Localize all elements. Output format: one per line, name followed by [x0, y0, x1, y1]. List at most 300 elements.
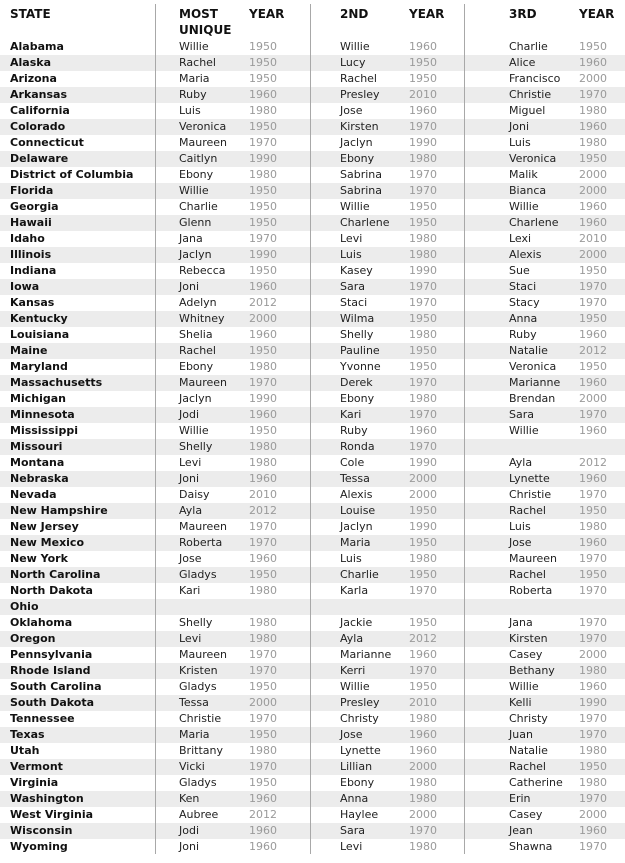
- table-row: [0, 599, 625, 615]
- third-year-cell: 1970: [579, 712, 607, 725]
- state-cell: Tennessee: [10, 712, 75, 725]
- second-year-cell: 2010: [409, 696, 437, 709]
- most-unique-name-cell: Maureen: [179, 520, 227, 533]
- state-cell: Vermont: [10, 760, 63, 773]
- most-unique-year-cell: 1950: [249, 264, 277, 277]
- second-year-cell: 1960: [409, 104, 437, 117]
- most-unique-year-cell: 1950: [249, 424, 277, 437]
- second-name-cell: Jackie: [340, 616, 373, 629]
- third-name-cell: Veronica: [509, 360, 557, 373]
- second-name-cell: Kerri: [340, 664, 366, 677]
- second-year-cell: 1950: [409, 312, 437, 325]
- table-row: [0, 615, 625, 631]
- most-unique-year-cell: 1960: [249, 792, 277, 805]
- second-name-cell: Yvonne: [340, 360, 381, 373]
- most-unique-name-cell: Shelly: [179, 616, 213, 629]
- most-unique-year-cell: 1970: [249, 136, 277, 149]
- most-unique-year-cell: 2012: [249, 808, 277, 821]
- table-body: [0, 39, 625, 855]
- third-year-cell: 1960: [579, 200, 607, 213]
- second-name-cell: Kari: [340, 408, 362, 421]
- third-name-cell: Casey: [509, 648, 543, 661]
- second-name-cell: Charlene: [340, 216, 390, 229]
- second-name-cell: Ebony: [340, 152, 375, 165]
- second-year-cell: 2000: [409, 808, 437, 821]
- most-unique-name-cell: Jodi: [179, 824, 200, 837]
- table-row: [0, 823, 625, 839]
- third-name-cell: Anna: [509, 312, 538, 325]
- second-year-cell: 2000: [409, 488, 437, 501]
- most-unique-year-cell: 1990: [249, 152, 277, 165]
- most-unique-name-cell: Gladys: [179, 680, 217, 693]
- state-cell: New Mexico: [10, 536, 85, 549]
- state-cell: Pennsylvania: [10, 648, 93, 661]
- most-unique-year-cell: 1950: [249, 40, 277, 53]
- most-unique-name-cell: Tessa: [179, 696, 209, 709]
- state-cell: Florida: [10, 184, 54, 197]
- most-unique-year-cell: 2012: [249, 296, 277, 309]
- second-year-cell: 1970: [409, 168, 437, 181]
- state-cell: Maine: [10, 344, 48, 357]
- third-name-cell: Luis: [509, 136, 531, 149]
- second-name-cell: Wilma: [340, 312, 375, 325]
- second-name-cell: Louise: [340, 504, 376, 517]
- most-unique-name-cell: Kristen: [179, 664, 218, 677]
- third-year-cell: 1970: [579, 616, 607, 629]
- most-unique-name-cell: Jaclyn: [179, 248, 212, 261]
- table-row: [0, 87, 625, 103]
- table-row: [0, 311, 625, 327]
- third-year-cell: 1960: [579, 376, 607, 389]
- second-year-cell: 1950: [409, 72, 437, 85]
- third-year-cell: 2012: [579, 344, 607, 357]
- second-name-cell: Luis: [340, 248, 362, 261]
- state-cell: Arkansas: [10, 88, 68, 101]
- most-unique-name-cell: Whitney: [179, 312, 225, 325]
- state-cell: Washington: [10, 792, 84, 805]
- third-year-cell: 1960: [579, 536, 607, 549]
- state-cell: District of Columbia: [10, 168, 134, 181]
- most-unique-year-cell: 1980: [249, 168, 277, 181]
- table-row: [0, 631, 625, 647]
- third-year-cell: 2000: [579, 184, 607, 197]
- state-cell: South Carolina: [10, 680, 102, 693]
- state-cell: New Hampshire: [10, 504, 108, 517]
- second-name-cell: Willie: [340, 680, 370, 693]
- second-year-cell: 1980: [409, 792, 437, 805]
- most-unique-name-cell: Levi: [179, 632, 202, 645]
- second-name-cell: Jaclyn: [340, 136, 373, 149]
- most-unique-year-cell: 1950: [249, 776, 277, 789]
- third-name-cell: Francisco: [509, 72, 561, 85]
- third-name-cell: Christie: [509, 488, 552, 501]
- table-row: [0, 215, 625, 231]
- most-unique-year-cell: 1980: [249, 584, 277, 597]
- third-year-cell: 1980: [579, 136, 607, 149]
- second-name-cell: Willie: [340, 200, 370, 213]
- third-name-cell: Jean: [509, 824, 533, 837]
- third-name-cell: Lexi: [509, 232, 532, 245]
- table-row: [0, 487, 625, 503]
- most-unique-year-cell: 2000: [249, 312, 277, 325]
- state-cell: South Dakota: [10, 696, 95, 709]
- most-unique-name-cell: Shelly: [179, 440, 213, 453]
- most-unique-name-cell: Willie: [179, 424, 209, 437]
- most-unique-name-cell: Ayla: [179, 504, 203, 517]
- most-unique-name-cell: Maureen: [179, 376, 227, 389]
- second-year-cell: 2000: [409, 472, 437, 485]
- table-row: [0, 471, 625, 487]
- third-name-cell: Catherine: [509, 776, 563, 789]
- most-unique-year-cell: 1960: [249, 552, 277, 565]
- most-unique-name-cell: Daisy: [179, 488, 210, 501]
- second-name-cell: Pauline: [340, 344, 380, 357]
- header-year-3: YEAR: [579, 7, 615, 21]
- second-year-cell: 1970: [409, 584, 437, 597]
- state-cell: New York: [10, 552, 68, 565]
- second-year-cell: 1950: [409, 568, 437, 581]
- third-name-cell: Rachel: [509, 504, 546, 517]
- most-unique-year-cell: 2010: [249, 488, 277, 501]
- third-year-cell: 1970: [579, 488, 607, 501]
- second-year-cell: 2010: [409, 88, 437, 101]
- most-unique-year-cell: 1950: [249, 200, 277, 213]
- third-year-cell: 1970: [579, 280, 607, 293]
- third-name-cell: Stacy: [509, 296, 540, 309]
- third-year-cell: 1990: [579, 696, 607, 709]
- most-unique-name-cell: Levi: [179, 456, 202, 469]
- second-year-cell: 1980: [409, 552, 437, 565]
- second-year-cell: 1980: [409, 776, 437, 789]
- most-unique-year-cell: 1960: [249, 408, 277, 421]
- second-name-cell: Sabrina: [340, 184, 382, 197]
- most-unique-year-cell: 1970: [249, 376, 277, 389]
- second-year-cell: 1950: [409, 360, 437, 373]
- third-year-cell: 1950: [579, 760, 607, 773]
- most-unique-name-cell: Adelyn: [179, 296, 217, 309]
- state-cell: Alaska: [10, 56, 51, 69]
- third-year-cell: 1970: [579, 552, 607, 565]
- state-cell: Colorado: [10, 120, 66, 133]
- most-unique-name-cell: Caitlyn: [179, 152, 218, 165]
- most-unique-name-cell: Maureen: [179, 136, 227, 149]
- third-year-cell: 1960: [579, 216, 607, 229]
- third-year-cell: 2000: [579, 808, 607, 821]
- third-year-cell: 1970: [579, 728, 607, 741]
- second-year-cell: 1960: [409, 648, 437, 661]
- table-row: [0, 759, 625, 775]
- most-unique-year-cell: 1960: [249, 840, 277, 853]
- third-name-cell: Joni: [509, 120, 530, 133]
- second-year-cell: 2012: [409, 632, 437, 645]
- second-name-cell: Jaclyn: [340, 520, 373, 533]
- state-cell: New Jersey: [10, 520, 79, 533]
- table-row: [0, 423, 625, 439]
- table-row: [0, 199, 625, 215]
- third-year-cell: 1980: [579, 664, 607, 677]
- most-unique-year-cell: 1970: [249, 520, 277, 533]
- state-cell: Minnesota: [10, 408, 75, 421]
- most-unique-name-cell: Glenn: [179, 216, 212, 229]
- third-name-cell: Bianca: [509, 184, 547, 197]
- table-row: [0, 375, 625, 391]
- table-row: [0, 839, 625, 855]
- second-year-cell: 1960: [409, 728, 437, 741]
- most-unique-name-cell: Charlie: [179, 200, 218, 213]
- state-cell: Wisconsin: [10, 824, 73, 837]
- third-year-cell: 2000: [579, 248, 607, 261]
- most-unique-name-cell: Joni: [179, 280, 200, 293]
- table-row: [0, 775, 625, 791]
- third-year-cell: 1980: [579, 776, 607, 789]
- most-unique-name-cell: Vicki: [179, 760, 205, 773]
- second-year-cell: 1990: [409, 456, 437, 469]
- most-unique-name-cell: Maureen: [179, 648, 227, 661]
- second-year-cell: 1960: [409, 744, 437, 757]
- most-unique-year-cell: 1950: [249, 680, 277, 693]
- table-row: [0, 71, 625, 87]
- second-name-cell: Tessa: [340, 472, 370, 485]
- second-name-cell: Lucy: [340, 56, 366, 69]
- second-year-cell: 1950: [409, 344, 437, 357]
- state-cell: Idaho: [10, 232, 45, 245]
- table-row: [0, 711, 625, 727]
- second-name-cell: Marianne: [340, 648, 392, 661]
- table-row: [0, 391, 625, 407]
- second-year-cell: 1950: [409, 680, 437, 693]
- second-year-cell: 1980: [409, 152, 437, 165]
- table-row: [0, 407, 625, 423]
- second-year-cell: 1950: [409, 504, 437, 517]
- most-unique-name-cell: Shelia: [179, 328, 213, 341]
- table-row: [0, 663, 625, 679]
- second-name-cell: Staci: [340, 296, 368, 309]
- third-year-cell: 1950: [579, 312, 607, 325]
- second-year-cell: 1960: [409, 40, 437, 53]
- third-name-cell: Willie: [509, 680, 539, 693]
- second-name-cell: Derek: [340, 376, 373, 389]
- third-year-cell: 1970: [579, 792, 607, 805]
- second-name-cell: Ayla: [340, 632, 364, 645]
- third-year-cell: 1950: [579, 264, 607, 277]
- most-unique-name-cell: Jodi: [179, 408, 200, 421]
- table-row: [0, 455, 625, 471]
- table-row: [0, 679, 625, 695]
- table-row: [0, 503, 625, 519]
- second-name-cell: Presley: [340, 696, 380, 709]
- second-year-cell: 1970: [409, 664, 437, 677]
- most-unique-year-cell: 1950: [249, 72, 277, 85]
- state-cell: Illinois: [10, 248, 52, 261]
- table-row: [0, 135, 625, 151]
- second-year-cell: 1950: [409, 200, 437, 213]
- table-row: [0, 583, 625, 599]
- second-year-cell: 1990: [409, 264, 437, 277]
- second-year-cell: 1970: [409, 440, 437, 453]
- most-unique-name-cell: Ken: [179, 792, 200, 805]
- third-name-cell: Lynette: [509, 472, 550, 485]
- second-name-cell: Sabrina: [340, 168, 382, 181]
- third-name-cell: Natalie: [509, 344, 548, 357]
- second-name-cell: Kirsten: [340, 120, 379, 133]
- third-year-cell: 1960: [579, 328, 607, 341]
- table-row: [0, 263, 625, 279]
- header-year-1: YEAR: [249, 7, 285, 21]
- second-name-cell: Ronda: [340, 440, 375, 453]
- third-year-cell: 1970: [579, 408, 607, 421]
- third-name-cell: Willie: [509, 200, 539, 213]
- second-name-cell: Presley: [340, 88, 380, 101]
- second-year-cell: 1950: [409, 56, 437, 69]
- most-unique-year-cell: 1990: [249, 248, 277, 261]
- most-unique-name-cell: Veronica: [179, 120, 227, 133]
- most-unique-year-cell: 1960: [249, 472, 277, 485]
- most-unique-year-cell: 1980: [249, 456, 277, 469]
- most-unique-year-cell: 1950: [249, 184, 277, 197]
- third-name-cell: Ayla: [509, 456, 533, 469]
- state-cell: Michigan: [10, 392, 66, 405]
- second-name-cell: Cole: [340, 456, 365, 469]
- third-name-cell: Kirsten: [509, 632, 548, 645]
- third-name-cell: Rachel: [509, 568, 546, 581]
- table-row: [0, 519, 625, 535]
- most-unique-year-cell: 1990: [249, 392, 277, 405]
- second-year-cell: 1980: [409, 392, 437, 405]
- second-name-cell: Shelly: [340, 328, 374, 341]
- third-year-cell: 2010: [579, 232, 607, 245]
- most-unique-year-cell: 1950: [249, 568, 277, 581]
- third-name-cell: Bethany: [509, 664, 555, 677]
- second-year-cell: 2000: [409, 760, 437, 773]
- most-unique-year-cell: 1950: [249, 344, 277, 357]
- most-unique-name-cell: Ruby: [179, 88, 207, 101]
- state-cell: Massachusetts: [10, 376, 103, 389]
- second-year-cell: 1980: [409, 232, 437, 245]
- most-unique-name-cell: Joni: [179, 840, 200, 853]
- header-third: 3RD: [509, 7, 537, 21]
- third-year-cell: 1950: [579, 40, 607, 53]
- state-cell: Alabama: [10, 40, 64, 53]
- third-name-cell: Juan: [509, 728, 533, 741]
- state-cell: Oklahoma: [10, 616, 73, 629]
- third-name-cell: Sue: [509, 264, 530, 277]
- third-year-cell: 1960: [579, 56, 607, 69]
- third-name-cell: Sara: [509, 408, 534, 421]
- third-year-cell: 2000: [579, 168, 607, 181]
- most-unique-year-cell: 1970: [249, 232, 277, 245]
- third-name-cell: Christie: [509, 88, 552, 101]
- second-year-cell: 1950: [409, 216, 437, 229]
- most-unique-year-cell: 2012: [249, 504, 277, 517]
- most-unique-name-cell: Luis: [179, 104, 201, 117]
- state-cell: Louisiana: [10, 328, 70, 341]
- second-name-cell: Sara: [340, 824, 365, 837]
- third-name-cell: Luis: [509, 520, 531, 533]
- state-cell: Nebraska: [10, 472, 69, 485]
- second-name-cell: Kasey: [340, 264, 373, 277]
- table-header: [0, 6, 625, 40]
- third-name-cell: Roberta: [509, 584, 553, 597]
- most-unique-name-cell: Gladys: [179, 568, 217, 581]
- table-row: [0, 167, 625, 183]
- table-row: [0, 359, 625, 375]
- second-name-cell: Lynette: [340, 744, 381, 757]
- third-name-cell: Marianne: [509, 376, 561, 389]
- second-name-cell: Anna: [340, 792, 369, 805]
- most-unique-year-cell: 1970: [249, 664, 277, 677]
- most-unique-name-cell: Christie: [179, 712, 222, 725]
- third-name-cell: Jose: [509, 536, 532, 549]
- most-unique-year-cell: 1970: [249, 648, 277, 661]
- most-unique-year-cell: 1960: [249, 280, 277, 293]
- second-name-cell: Charlie: [340, 568, 379, 581]
- second-name-cell: Maria: [340, 536, 371, 549]
- third-year-cell: 1950: [579, 152, 607, 165]
- second-year-cell: 1980: [409, 840, 437, 853]
- most-unique-name-cell: Gladys: [179, 776, 217, 789]
- most-unique-year-cell: 1970: [249, 712, 277, 725]
- most-unique-year-cell: 1980: [249, 744, 277, 757]
- second-year-cell: 1970: [409, 824, 437, 837]
- table-row: [0, 183, 625, 199]
- most-unique-year-cell: 1960: [249, 328, 277, 341]
- state-cell: Kentucky: [10, 312, 68, 325]
- second-name-cell: Willie: [340, 40, 370, 53]
- table-row: [0, 743, 625, 759]
- state-cell: Arizona: [10, 72, 57, 85]
- third-name-cell: Charlie: [509, 40, 548, 53]
- most-unique-name-cell: Willie: [179, 40, 209, 53]
- third-name-cell: Brendan: [509, 392, 556, 405]
- table-row: [0, 343, 625, 359]
- table-row: [0, 39, 625, 55]
- second-name-cell: Ebony: [340, 776, 375, 789]
- column-divider: [464, 4, 465, 854]
- second-name-cell: Jose: [340, 104, 363, 117]
- second-name-cell: Karla: [340, 584, 369, 597]
- table-row: [0, 327, 625, 343]
- table-row: [0, 567, 625, 583]
- third-year-cell: 2000: [579, 392, 607, 405]
- third-name-cell: Willie: [509, 424, 539, 437]
- state-cell: Utah: [10, 744, 40, 757]
- third-name-cell: Casey: [509, 808, 543, 821]
- state-cell: North Dakota: [10, 584, 93, 597]
- table-row: [0, 647, 625, 663]
- second-year-cell: 1970: [409, 296, 437, 309]
- third-year-cell: 1980: [579, 744, 607, 757]
- second-year-cell: 1980: [409, 712, 437, 725]
- most-unique-year-cell: 1950: [249, 56, 277, 69]
- third-year-cell: 1960: [579, 680, 607, 693]
- state-cell: Ohio: [10, 600, 39, 613]
- state-cell: Mississippi: [10, 424, 78, 437]
- most-unique-year-cell: 1960: [249, 88, 277, 101]
- second-name-cell: Ebony: [340, 392, 375, 405]
- most-unique-name-cell: Jaclyn: [179, 392, 212, 405]
- most-unique-name-cell: Kari: [179, 584, 201, 597]
- third-year-cell: 1950: [579, 504, 607, 517]
- table-row: [0, 231, 625, 247]
- third-name-cell: Jana: [509, 616, 533, 629]
- third-year-cell: 1960: [579, 120, 607, 133]
- most-unique-year-cell: 1950: [249, 216, 277, 229]
- table-row: [0, 295, 625, 311]
- table-row: [0, 439, 625, 455]
- state-cell: Delaware: [10, 152, 69, 165]
- most-unique-name-cell: Maria: [179, 728, 210, 741]
- table-row: [0, 151, 625, 167]
